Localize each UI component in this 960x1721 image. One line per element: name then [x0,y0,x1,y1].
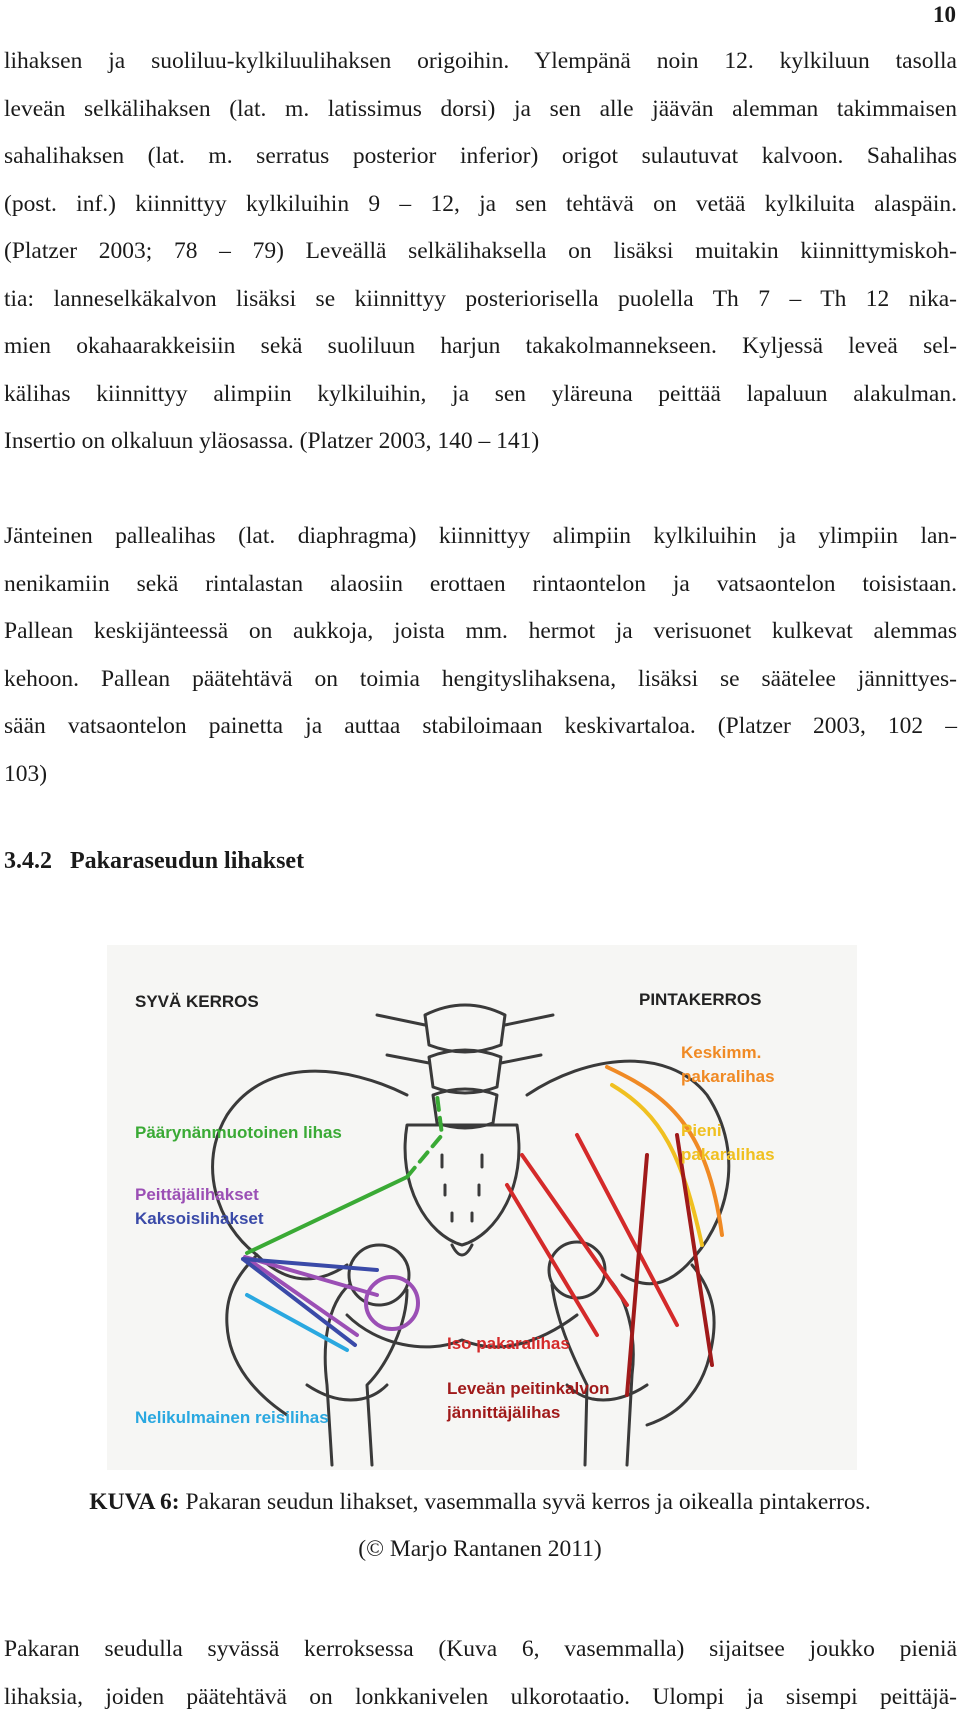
text-line: kälihas kiinnittyy alimpiin kylkiluihin, ja sen yläreuna peittää lapaluun alakulman. [4,371,957,419]
text-line: (Platzer 2003; 78 – 79) Leveällä selkälihaksella on lisäksi muitakin kiinnittymiskoh- [4,228,957,276]
caption-text: Pakaran seudun lihakset, vasemmalla syvä kerros ja oikealla pintakerros. [186,1489,871,1515]
text-line: Jänteinen pallealihas (lat. diaphragma) kiinnittyy alimpiin kylkiluihin ja ylimpiin lan- [4,513,957,561]
label-gluteus-medius-2: pakaralihas [681,1067,775,1086]
text-line: nenikamiin sekä rintalastan alaosiin erottaen rintaontelon ja vatsaontelon toisistaan. [4,561,957,609]
section-title: Pakaraseudun lihakset [70,848,304,874]
pelvis-illustration [107,945,857,1470]
paragraph-muscles-back [4,38,957,466]
piriformis-dash [407,1095,442,1177]
page-number: 10 [933,2,956,28]
label-tensor-2: jännittäjälihas [446,1403,560,1422]
text-line: lihaksia, joiden päätehtävä on lonkkanivelen ulkorotaatio. Ulompi ja sisempi peittäjä- [4,1674,957,1721]
pelvis-muscle-figure [107,945,857,1470]
figure-caption [0,1489,960,1516]
label-surface-layer: PINTAKERROS [639,990,761,1009]
quadratus-line [247,1295,347,1350]
label-quadratus-femoris: Nelikulmainen reisilihas [135,1408,329,1427]
label-gluteus-minimus-1: Pieni [681,1121,722,1140]
gluteus-maximus-line [507,1135,677,1335]
label-gluteus-minimus-2: pakaralihas [681,1145,775,1164]
text-line: leveän selkälihaksen (lat. m. latissimus dorsi) ja sen alle jäävän alemman takimmaisen [4,86,957,134]
paragraph-deep-layer [4,1626,957,1721]
label-tensor-1: Leveän peitinkalvon [447,1379,610,1398]
text-line: Pakaran seudulla syvässä kerroksessa (Kuva 6, vasemmalla) sijaitsee joukko pieniä [4,1626,957,1674]
label-gemelli: Kaksoislihakset [135,1209,264,1228]
caption-lead: KUVA 6: [89,1489,179,1515]
piriformis-line [247,1177,407,1253]
text-line: sään vatsaontelon painetta ja auttaa stabiloimaan keskivartaloa. (Platzer 2003, 102 – [4,703,957,751]
text-line: Insertio on olkaluun yläosassa. (Platzer 2003, 140 – 141) [4,418,957,466]
text-line: mien okahaarakkeisiin sekä suoliluun harjun takakolmannekseen. Kyljessä leveä sel- [4,323,957,371]
text-line: (post. inf.) kiinnittyy kylkiluihin 9 – 12, ja sen tehtävä on vetää kylkiluita alaspäin. [4,181,957,229]
label-deep-layer: SYVÄ KERROS [135,992,259,1011]
paragraph-diaphragm [4,513,957,798]
tensor-fasciae-latae-line [627,1135,712,1395]
text-line: Pallean keskijänteessä on aukkoja, joista mm. hermot ja verisuonet kulkevat alemmas [4,608,957,656]
label-obturators: Peittäjälihakset [135,1185,259,1204]
label-piriformis: Päärynänmuotoinen lihas [135,1123,342,1142]
text-line: kehoon. Pallean päätehtävä on toimia hengityslihaksena, lisäksi se säätelee jännittyes- [4,656,957,704]
text-line: lihaksen ja suoliluu-kylkiluulihaksen origoihin. Ylempänä noin 12. kylkiluun tasolla [4,38,957,86]
section-heading [4,848,304,875]
text-line: 103) [4,751,957,799]
text-line: tia: lanneselkäkalvon lisäksi se kiinnittyy posteriorisella puolella Th 7 – Th 12 nika- [4,276,957,324]
section-number: 3.4.2 [4,848,52,874]
label-gluteus-medius-1: Keskimm. [681,1043,761,1062]
label-gluteus-maximus: Iso pakaralihas [447,1334,570,1353]
figure-credit: (© Marjo Rantanen 2011) [0,1536,960,1563]
text-line: sahalihaksen (lat. m. serratus posterior inferior) origot sulautuvat kalvoon. Sahalihas [4,133,957,181]
